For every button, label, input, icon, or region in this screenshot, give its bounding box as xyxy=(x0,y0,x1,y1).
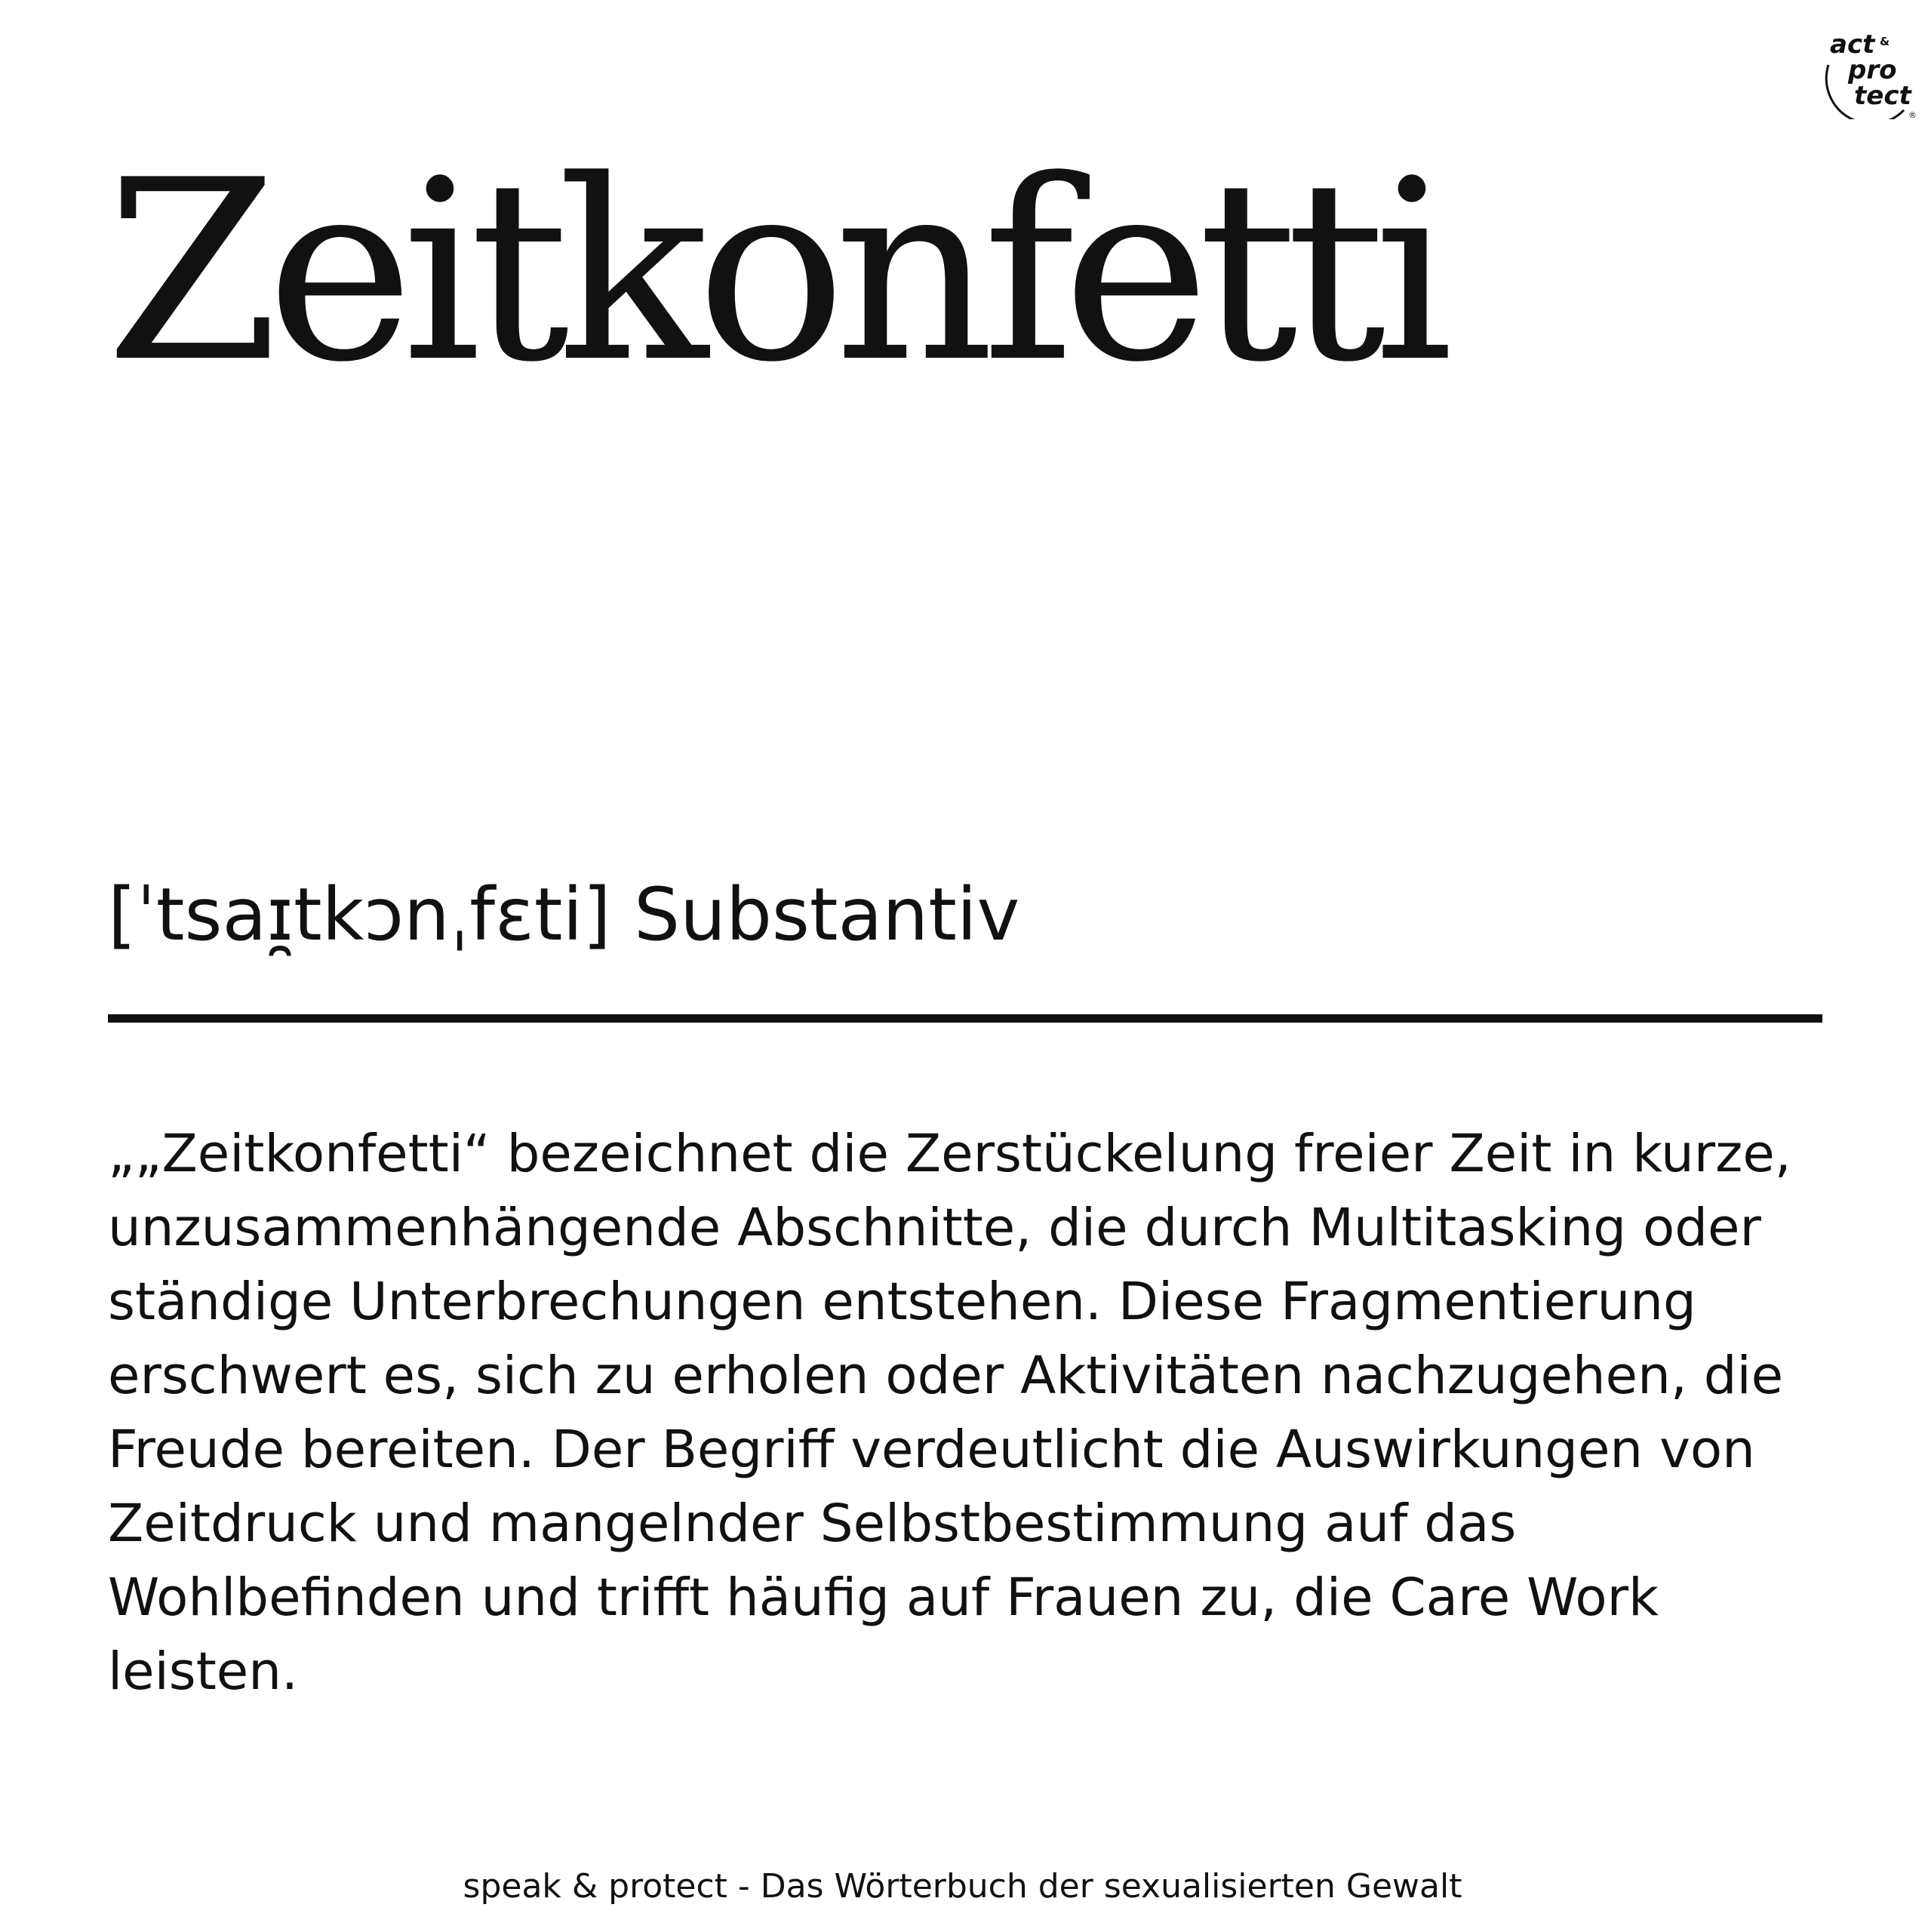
footer-caption: speak & protect - Das Wörterbuch der sexualisierten Gewalt xyxy=(463,1867,1462,1906)
logo-registered-mark: ® xyxy=(1908,110,1917,119)
logo-mark xyxy=(1815,21,1920,119)
divider xyxy=(108,1014,1822,1023)
logo-text-act: act xyxy=(1830,29,1875,60)
logo-text-pro: pro xyxy=(1848,55,1897,85)
word-class: Substantiv xyxy=(634,872,1020,957)
definition-text: „„Zeitkonfetti“ bezeichnet die Zerstückelung freier Zeit in kurze, unzusammenhängende Abschnitte, die durch Multitasking oder ständige Unterbrechungen entstehen. Diese Fragmentierung erschwert es, sich zu erholen oder Aktivitäten nachzugehen, die Freude bereiten. Der Begriff verdeutlicht die Auswirkungen von Zeitdruck und mangelnder Selbstbestimmung auf das Wohlbefinden und trifft häufig auf Frauen zu, die Care Work leisten. xyxy=(108,1124,1791,1702)
logo-text-tect: tect xyxy=(1854,81,1911,111)
pronunciation: [ˈtsaɪ̯tkɔnˌfɛti] xyxy=(108,872,611,957)
headword: Zeitkonfetti xyxy=(106,127,1442,417)
logo-text-amp: & xyxy=(1880,35,1890,48)
pronunciation-line xyxy=(108,872,1020,957)
act-and-protect-logo xyxy=(1815,21,1920,119)
